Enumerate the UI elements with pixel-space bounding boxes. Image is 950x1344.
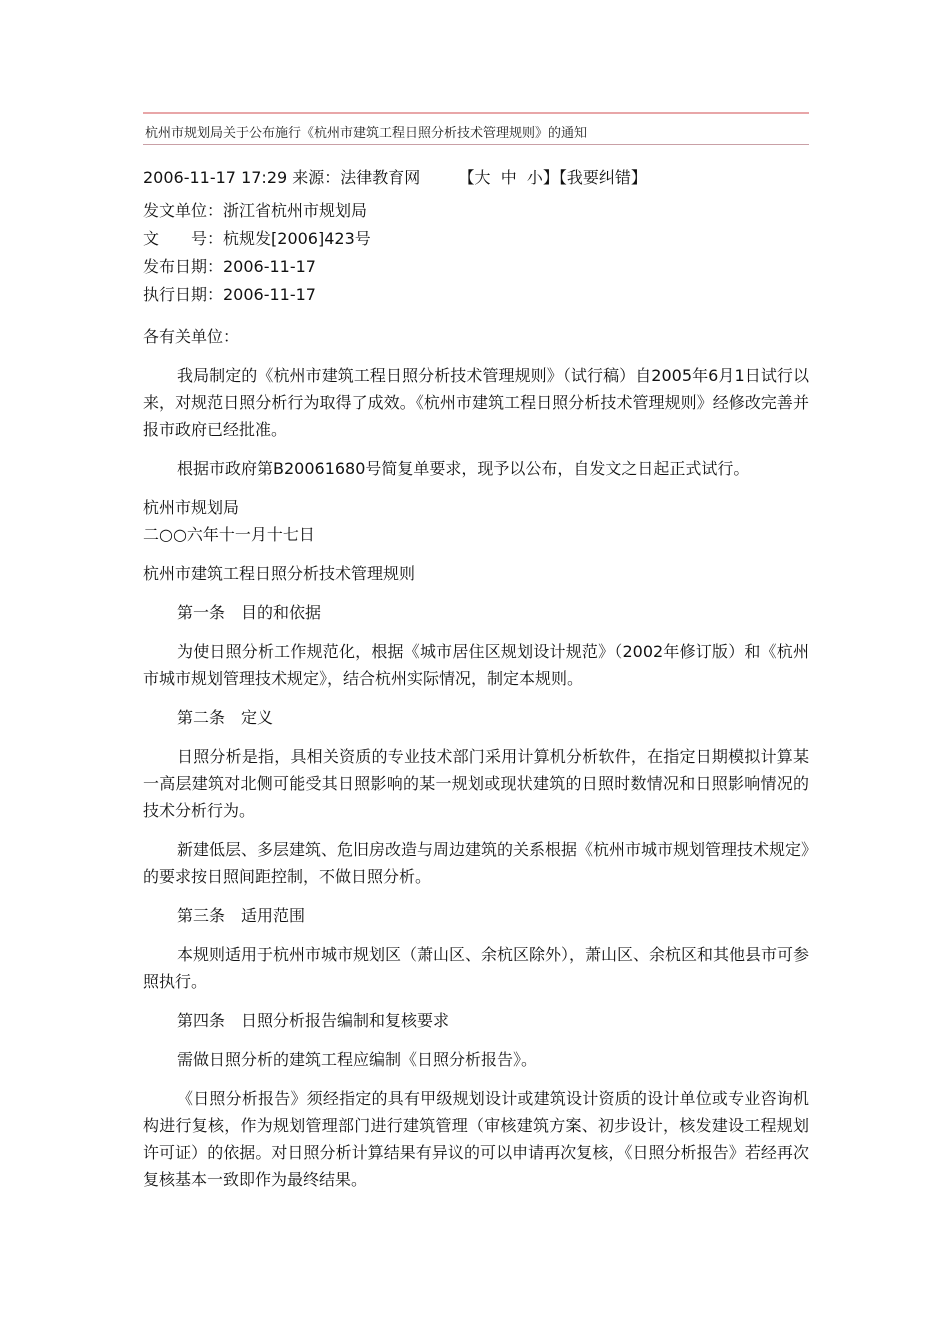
font-size-bracket-close: 】 [542, 168, 559, 187]
report-error-link[interactable]: 【我要纠错】 [558, 168, 647, 187]
article-1-title: 第一条 目的和依据 [177, 603, 322, 622]
article-4-title: 第四条 日照分析报告编制和复核要求 [177, 1011, 450, 1030]
doc-number-label: 文 号： [143, 229, 224, 248]
paragraph-2: 根据市政府第B20061680号简复单要求，现予以公布，自发文之日起正式试行。 [177, 459, 750, 478]
doc-number-row [143, 225, 809, 253]
header-bottom-rule [143, 144, 809, 145]
article-4-paragraph-2: 《日照分析报告》须经指定的具有甲级规划设计或建筑设计资质的设计单位或专业咨询机构进行复核，作为规划管理部门进行建筑管理（审核建筑方案、初步设计，核发建设工程规划许可证）的依据。对日照分析计算结果有异议的可以申请再次复核，《日照分析报告》若经再次复核基本一致即作为最终结果。 [143, 1089, 809, 1189]
doc-number: 杭规发[2006]423号 [223, 229, 371, 248]
article-3-paragraph: 本规则适用于杭州市城市规划区（萧山区、余杭区除外），萧山区、余杭区和其他县市可参照执行。 [143, 945, 810, 991]
document-page [143, 112, 809, 1193]
font-size-bracket-open: 【 [458, 168, 475, 187]
article-2-paragraph-2: 新建低层、多层建筑、危旧房改造与周边建筑的关系根据《杭州市城市规划管理技术规定》的要求按日照间距控制，不做日照分析。 [143, 840, 810, 886]
publish-datetime: 2006-11-17 17:29 [143, 168, 288, 187]
article-4-paragraph-1: 需做日照分析的建筑工程应编制《日照分析报告》。 [177, 1050, 538, 1069]
document-info [143, 197, 809, 309]
article-2-title: 第二条 定义 [177, 708, 274, 727]
article-2-paragraph-1: 日照分析是指，具相关资质的专业技术部门采用计算机分析软件，在指定日期模拟计算某一高层建筑对北侧可能受其日照影响的某一规划或现状建筑的日照时数情况和日照影响情况的技术分析行为。 [143, 747, 809, 820]
font-size-large-link[interactable]: 大 [474, 168, 491, 187]
issuer: 发文单位：浙江省杭州市规划局 [143, 201, 368, 220]
salutation: 各有关单位： [143, 327, 240, 346]
sign-date: 二○○六年十一月十七日 [143, 525, 315, 544]
rule-title: 杭州市建筑工程日照分析技术管理规则 [143, 564, 416, 583]
article-1-paragraph: 为使日照分析工作规范化，根据《城市居住区规划设计规范》（2002年修订版）和《杭州市城市规划管理技术规定》，结合杭州实际情况，制定本规则。 [143, 642, 809, 688]
font-size-medium-link[interactable]: 中 [500, 168, 517, 187]
paragraph-1: 我局制定的《杭州市建筑工程日照分析技术管理规则》（试行稿）自2005年6月1日试行以来，对规范日照分析行为取得了成效。《杭州市建筑工程日照分析技术管理规则》经修改完善并报市政府已经批准。 [143, 366, 809, 439]
signer: 杭州市规划局 [143, 498, 240, 517]
article-3-title: 第三条 适用范围 [177, 906, 306, 925]
publish-date: 发布日期：2006-11-17 [143, 257, 316, 276]
meta-line [143, 167, 809, 189]
font-size-small-link[interactable]: 小 [526, 168, 543, 187]
source-label: 来源：法律教育网 [292, 168, 421, 187]
execute-date: 执行日期：2006-11-17 [143, 285, 316, 304]
header-title: 杭州市规划局关于公布施行《杭州市建筑工程日照分析技术管理规则》的通知 [145, 126, 588, 141]
